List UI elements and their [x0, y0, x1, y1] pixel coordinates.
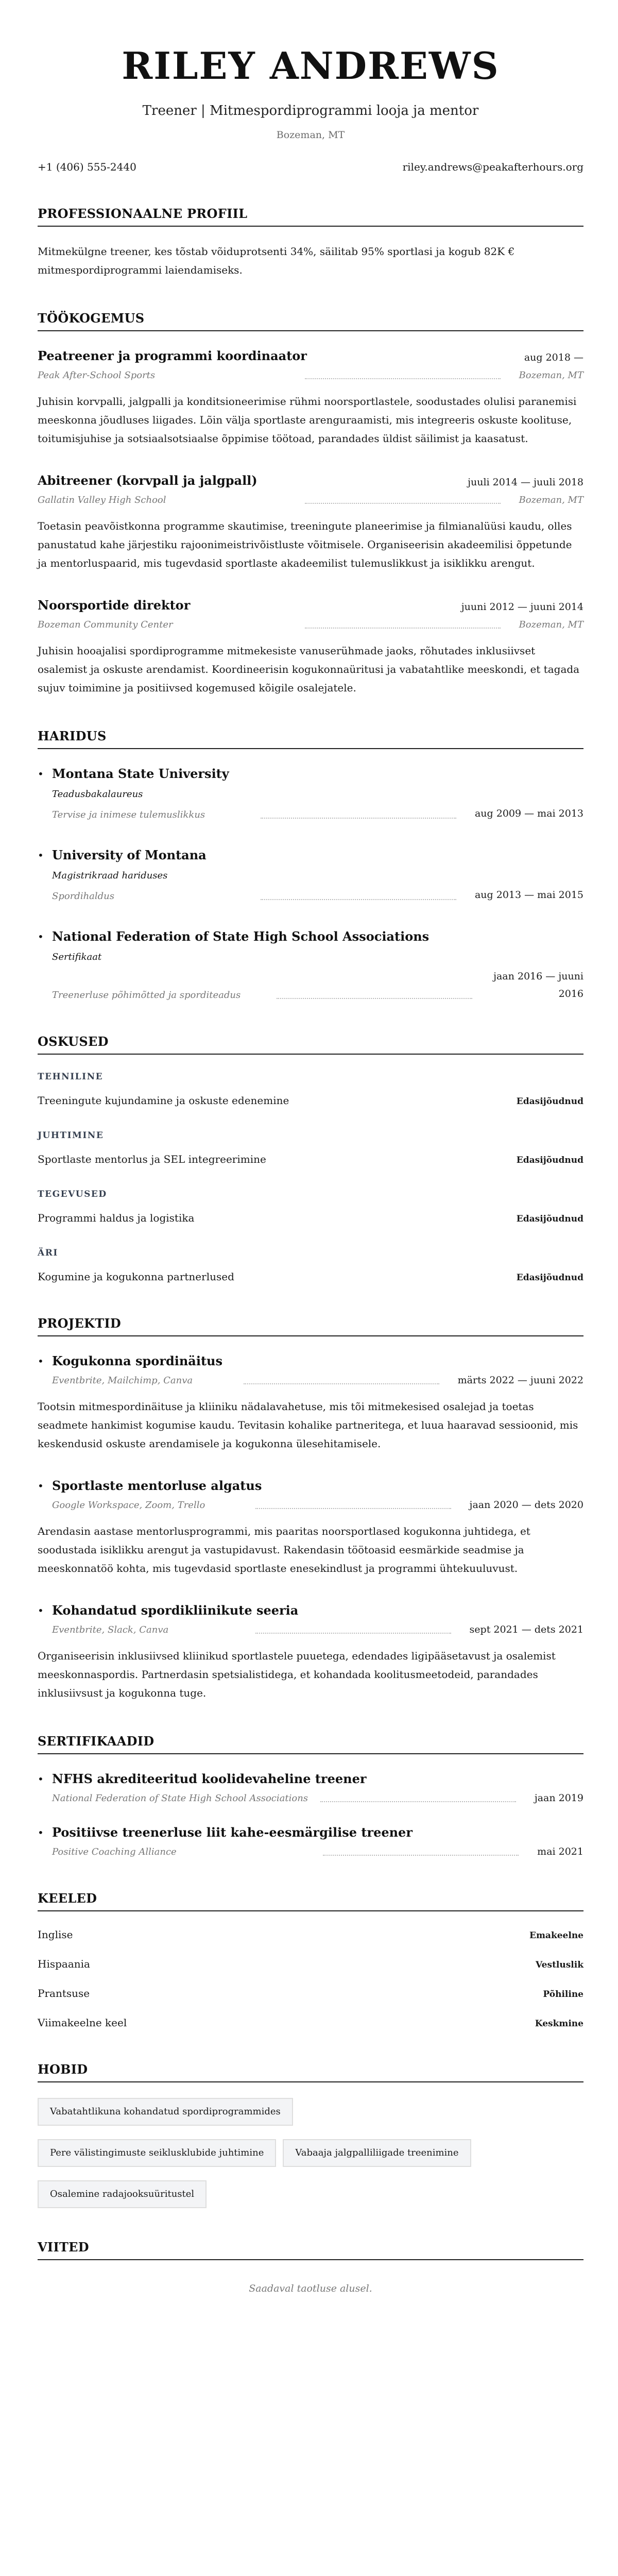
dotted-leader — [305, 378, 501, 379]
skills-section — [38, 1033, 583, 1284]
field-row — [52, 886, 583, 904]
projects-section — [38, 1315, 583, 1702]
resume-header — [38, 45, 583, 175]
project-title: Sportlaste mentorluse algatus — [52, 1478, 262, 1493]
entry-header-row — [38, 471, 583, 490]
skill-row — [38, 1093, 583, 1108]
field-of-study: Tervise ja inimese tulemuslikkus — [52, 809, 205, 820]
language-row — [38, 1956, 583, 1986]
language-row — [38, 1986, 583, 2015]
language-level: Keskmine — [535, 2019, 583, 2029]
skill-row — [38, 1269, 583, 1284]
entry-header-row — [38, 596, 583, 615]
section-heading: HOBID — [38, 2061, 583, 2082]
dotted-leader — [320, 1801, 516, 1802]
candidate-title: Treener | Mitmespordiprogrammi looja ja mentor — [142, 103, 479, 118]
language-row — [38, 2015, 583, 2030]
education-body — [52, 846, 583, 904]
hobby-tag: Vabaaja jalgpalliliigade treenimine — [283, 2139, 471, 2167]
language-level: Emakeelne — [529, 1930, 583, 1941]
contact-row — [38, 159, 583, 175]
hobby-tag: Osalemine radajooksuüritustel — [38, 2180, 207, 2208]
skill-category: ÄRI — [38, 1248, 58, 1258]
section-heading: SERTIFIKAADID — [38, 1733, 583, 1754]
experience-entry — [38, 596, 583, 697]
hobby-tag: Pere välistingimuste seiklusklubide juhtimine — [38, 2139, 276, 2167]
education-dates: jaan 2016 — juuni 2016 — [493, 971, 583, 999]
job-title: Peatreener ja programmi koordinaator — [38, 348, 307, 363]
project-tools: Eventbrite, Slack, Canva — [52, 1624, 169, 1635]
field-of-study: Spordihaldus — [52, 891, 115, 902]
cert-title: Positiivse treenerluse liit kahe-eesmärgilise treener — [52, 1825, 413, 1840]
job-dates: juuni 2012 — juuni 2014 — [461, 601, 583, 613]
phone-number[interactable]: +1 (406) 555-2440 — [38, 161, 136, 173]
dotted-leader — [261, 818, 456, 819]
cert-issuer: Positive Coaching Alliance — [52, 1846, 177, 1857]
education-entry — [38, 846, 583, 904]
degree-name: Teadusbakalaureus — [52, 789, 143, 800]
job-title: Abitreener (korvpall ja jalgpall) — [38, 473, 258, 488]
section-heading: TÖÖKOGEMUS — [38, 310, 583, 331]
project-entry — [38, 1352, 583, 1453]
skill-category: JUHTIMINE — [38, 1130, 104, 1141]
profile-summary: Mitmekülgne treener, kes tõstab võiduprotsenti 34%, säilitab 95% sportlasi ja kogub 82K € mitmespordiprogrammi laiendamiseks. — [38, 245, 515, 276]
language-row — [38, 1927, 583, 1956]
dotted-leader — [255, 1508, 451, 1509]
skill-level: Edasijõudnud — [516, 1214, 583, 1224]
project-dates: sept 2021 — dets 2021 — [469, 1624, 583, 1635]
cert-date: jaan 2019 — [534, 1792, 583, 1804]
education-dates: aug 2013 — mai 2015 — [474, 889, 583, 901]
experience-list — [38, 347, 583, 697]
company-row — [38, 493, 583, 507]
language-name: Hispaania — [38, 1958, 90, 1970]
education-dates: aug 2009 — mai 2013 — [474, 808, 583, 819]
experience-section — [38, 310, 583, 697]
profile-section — [38, 206, 583, 279]
language-name: Inglise — [38, 1928, 73, 1941]
certification-entry — [38, 1823, 583, 1859]
experience-entry — [38, 347, 583, 448]
dotted-leader — [255, 1633, 451, 1634]
dotted-leader — [277, 998, 472, 999]
dotted-leader — [244, 1383, 439, 1384]
cert-meta-row — [38, 1788, 583, 1806]
field-of-study: Treenerluse põhimõtted ja sporditeadus — [52, 990, 241, 1001]
languages-list — [38, 1927, 583, 2030]
project-meta-row — [38, 1370, 583, 1388]
skill-category: TEGEVUSED — [38, 1189, 107, 1199]
project-meta-row — [38, 1620, 583, 1637]
cert-date: mai 2021 — [537, 1846, 583, 1857]
language-level: Vestluslik — [536, 1960, 583, 1970]
hobby-tag: Vabatahtlikuna kohandatud spordiprogrammides — [38, 2098, 293, 2126]
job-description: Juhisin korvpalli, jalgpalli ja konditsioneerimise rühmi noorsportlastele, soodustades olulisi paranemisi meeskonna jõudluses liigades. Lõin välja sportlaste arenguraamisti, mis integreeris oskuste koolituse, toitumisjuhise ja sotsiaalsotsiaalse õppimise töötoad, parandades üldist säilimist ja kaasatust. — [38, 395, 577, 445]
bullet-icon: • — [38, 930, 44, 943]
project-entry — [38, 1477, 583, 1578]
project-tools: Google Workspace, Zoom, Trello — [52, 1500, 205, 1511]
dotted-leader — [305, 628, 501, 629]
project-title-row — [38, 1601, 583, 1620]
cert-title-row — [38, 1823, 583, 1842]
bullet-icon: • — [38, 1826, 44, 1839]
bullet-icon: • — [38, 1604, 44, 1617]
project-title-row — [38, 1352, 583, 1370]
job-location: Bozeman, MT — [519, 495, 583, 505]
skill-name: Sportlaste mentorlus ja SEL integreerimine — [38, 1153, 266, 1165]
project-title: Kogukonna spordinäitus — [52, 1353, 223, 1368]
language-level: Põhiline — [543, 1989, 583, 1999]
bullet-icon: • — [38, 1480, 44, 1492]
company-name: Gallatin Valley High School — [38, 495, 166, 505]
school-name: Montana State University — [52, 766, 229, 781]
education-entry — [38, 765, 583, 822]
skills-list — [38, 1070, 583, 1284]
project-entry — [38, 1601, 583, 1702]
dotted-leader — [261, 899, 456, 900]
education-section — [38, 728, 583, 1003]
job-description: Juhisin hooajalisi spordiprogramme mitmekesiste vanuserühmade jaoks, rõhutades inklusiivset osalemist ja oskuste arendamist. Koordineerisin kogukonnaüritusi ja vabatahtlike meeskondi, et tagada sujuv toimimine ja positiivsed kogemused kõigile osalejatele. — [38, 645, 580, 694]
education-body — [52, 927, 583, 1003]
section-heading: HARIDUS — [38, 728, 583, 749]
skill-name: Kogumine ja kogukonna partnerlused — [38, 1270, 234, 1283]
section-heading: PROFESSIONAALNE PROFIIL — [38, 206, 583, 227]
job-description: Toetasin peavõistkonna programme skautimise, treeningute planeerimise ja filmianalüüsi kaudu, olles panustatud kahe järjestiku rajoonimeistrivõistluste võitmisele. Organiseerisin akadeemilisi õppetunde ja mentorluspaarid, mis tugevdasid sportlaste akadeemilist tulemuslikkust ja isiklikku arengut. — [38, 520, 572, 569]
section-heading: PROJEKTID — [38, 1315, 583, 1336]
language-name: Viimakeelne keel — [38, 2016, 127, 2029]
job-location: Bozeman, MT — [519, 619, 583, 630]
certifications-section — [38, 1733, 583, 1859]
education-body — [52, 765, 583, 822]
education-list — [38, 765, 583, 1003]
languages-section — [38, 1890, 583, 2030]
job-title: Noorsportide direktor — [38, 598, 191, 613]
skill-level: Edasijõudnud — [516, 1273, 583, 1283]
skill-category: TEHNILINE — [38, 1072, 104, 1082]
skill-row — [38, 1151, 583, 1167]
projects-list — [38, 1352, 583, 1702]
bullet-icon: • — [38, 1773, 44, 1785]
skill-name: Programmi haldus ja logistika — [38, 1212, 195, 1224]
bullet-icon: • — [38, 768, 44, 780]
degree-name: Sertifikaat — [52, 952, 102, 962]
job-dates: juuli 2014 — juuli 2018 — [468, 477, 583, 488]
cert-title: NFHS akrediteeritud koolidevaheline treener — [52, 1771, 367, 1786]
section-heading: KEELED — [38, 1890, 583, 1911]
project-dates: märts 2022 — juuni 2022 — [457, 1375, 583, 1386]
candidate-location: Bozeman, MT — [276, 129, 345, 141]
entry-header-row — [38, 347, 583, 365]
language-name: Prantsuse — [38, 1987, 90, 1999]
bullet-icon: • — [38, 1355, 44, 1367]
dotted-leader — [305, 503, 501, 504]
cert-title-row — [38, 1770, 583, 1788]
education-entry — [38, 927, 583, 1003]
skill-level: Edasijõudnud — [516, 1096, 583, 1107]
skill-level: Edasijõudnud — [516, 1155, 583, 1165]
school-name: National Federation of State High School Associations — [52, 929, 430, 944]
project-title-row — [38, 1477, 583, 1495]
section-heading: VIITED — [38, 2239, 583, 2260]
hobbies-section — [38, 2061, 583, 2208]
references-note: Saadaval taotluse alusel. — [249, 2283, 372, 2294]
email-link[interactable]: riley.andrews@peakafterhours.org — [402, 161, 583, 173]
cert-issuer: National Federation of State High School Associations — [52, 1793, 308, 1804]
candidate-name: RILEY ANDREWS — [122, 44, 500, 88]
dotted-leader — [323, 1855, 519, 1856]
hobby-tags — [38, 2098, 583, 2208]
project-title: Kohandatud spordikliinikute seeria — [52, 1603, 299, 1618]
company-name: Peak After-School Sports — [38, 370, 156, 381]
company-row — [38, 368, 583, 383]
school-name: University of Montana — [52, 848, 207, 862]
experience-entry — [38, 471, 583, 572]
skill-row — [38, 1210, 583, 1226]
cert-meta-row — [38, 1842, 583, 1859]
project-description: Organiseerisin inklusiivsed kliinikud sportlastele puuetega, edendades ligipääsetavust ja osalemist meeskonnaspordis. Partnerdasin spetsialistidega, et kohandada koolitusmeetodeid, parandades inklusiivsust ja kogukonna tuge. — [38, 1650, 556, 1699]
skill-name: Treeningute kujundamine ja oskuste edenemine — [38, 1094, 289, 1107]
project-description: Tootsin mitmespordinäituse ja kliiniku nädalavahetuse, mis tõi mitmekesised osalejad ja toetas seadmete hankimist kogumise kaudu. Tevitasin kohalike partneritega, et luua haaravad sessioonid, mis keskendusid oskuste arendamisele ja kogukonna ülesehitamisele. — [38, 1400, 578, 1450]
field-row — [52, 968, 583, 1003]
bullet-icon: • — [38, 849, 44, 861]
job-dates: aug 2018 — — [524, 352, 583, 363]
company-row — [38, 618, 583, 632]
section-heading: OSKUSED — [38, 1033, 583, 1055]
certifications-list — [38, 1770, 583, 1859]
project-dates: jaan 2020 — dets 2020 — [469, 1499, 583, 1511]
company-name: Bozeman Community Center — [38, 619, 173, 630]
certification-entry — [38, 1770, 583, 1806]
field-row — [52, 805, 583, 822]
project-tools: Eventbrite, Mailchimp, Canva — [52, 1375, 193, 1386]
references-section — [38, 2239, 583, 2294]
degree-name: Magistrikraad hariduses — [52, 870, 168, 881]
project-description: Arendasin aastase mentorlusprogrammi, mis paaritas noorsportlased kogukonna juhtidega, et soodustada isiklikku arengut ja vastupidavust. Rakendasin töötoasid eesmärkide seadmise ja meeskonnatöö kohta, mis tugevdasid sportlaste enesekindlust ja programmi ühtekuuluvust. — [38, 1525, 530, 1574]
project-meta-row — [38, 1495, 583, 1513]
job-location: Bozeman, MT — [519, 370, 583, 381]
